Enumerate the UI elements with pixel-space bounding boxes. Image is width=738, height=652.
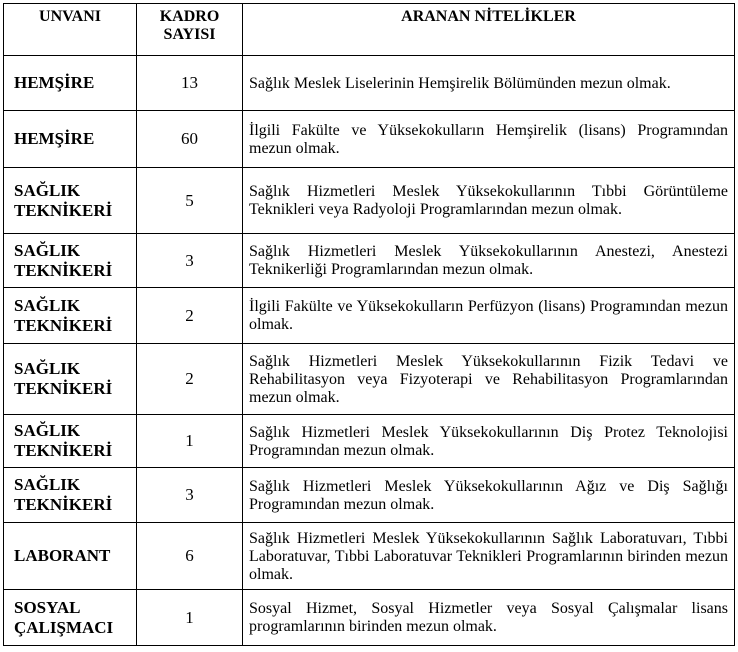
row-requirement: Sağlık Hizmetleri Meslek Yüksekokullarının Sağlık Laboratuvarı, Tıbbi Laboratuvar, Tıbbi Laboratuvar Teknikleri Programlarının birinden mezun olmak. xyxy=(243,523,735,590)
header-requirements: ARANAN NİTELİKLER xyxy=(243,4,735,56)
table-row xyxy=(4,468,735,523)
row-count: 1 xyxy=(137,590,243,646)
header-count xyxy=(137,4,243,56)
row-count: 2 xyxy=(137,344,243,415)
table-row xyxy=(4,288,735,344)
row-count: 2 xyxy=(137,288,243,344)
row-title: SAĞLIK TEKNİKERİ xyxy=(4,344,137,415)
row-title: SAĞLIK TEKNİKERİ xyxy=(4,288,137,344)
row-requirement: Sağlık Hizmetleri Meslek Yüksekokullarının Diş Protez Teknolojisi Programından mezun olmak. xyxy=(243,415,735,468)
header-count-line1: KADRO xyxy=(159,8,220,25)
row-count: 5 xyxy=(137,168,243,234)
row-requirement: Sağlık Hizmetleri Meslek Yüksekokullarının Ağız ve Diş Sağlığı Programından mezun olmak. xyxy=(243,468,735,523)
header-row xyxy=(4,4,735,56)
row-count: 3 xyxy=(137,234,243,288)
row-count: 13 xyxy=(137,56,243,111)
table-row xyxy=(4,590,735,646)
row-requirement: Sosyal Hizmet, Sosyal Hizmetler veya Sosyal Çalışmalar lisans programlarının birinden mezun olmak. xyxy=(243,590,735,646)
row-requirement: İlgili Fakülte ve Yüksekokulların Hemşirelik (lisans) Programından mezun olmak. xyxy=(243,111,735,168)
row-title: SOSYAL ÇALIŞMACI xyxy=(4,590,137,646)
table-row xyxy=(4,415,735,468)
table-row xyxy=(4,344,735,415)
row-title: SAĞLIK TEKNİKERİ xyxy=(4,468,137,523)
row-count: 3 xyxy=(137,468,243,523)
table-row xyxy=(4,56,735,111)
row-title: SAĞLIK TEKNİKERİ xyxy=(4,415,137,468)
table-row xyxy=(4,168,735,234)
row-requirement: Sağlık Hizmetleri Meslek Yüksekokullarının Anestezi, Anestezi Teknikerliği Programlarından mezun olmak. xyxy=(243,234,735,288)
row-count: 60 xyxy=(137,111,243,168)
row-count: 1 xyxy=(137,415,243,468)
header-count-line2: SAYISI xyxy=(163,26,216,43)
table-row xyxy=(4,523,735,590)
row-requirement: İlgili Fakülte ve Yüksekokulların Perfüzyon (lisans) Programından mezun olmak. xyxy=(243,288,735,344)
table-row xyxy=(4,234,735,288)
row-requirement: Sağlık Hizmetleri Meslek Yüksekokullarının Tıbbi Görüntüleme Teknikleri veya Radyoloji Programlarından mezun olmak. xyxy=(243,168,735,234)
row-count: 6 xyxy=(137,523,243,590)
row-title: SAĞLIK TEKNİKERİ xyxy=(4,168,137,234)
staffing-table xyxy=(3,3,735,646)
row-title: HEMŞİRE xyxy=(4,56,137,111)
row-requirement: Sağlık Meslek Liselerinin Hemşirelik Bölümünden mezun olmak. xyxy=(243,56,735,111)
table-row xyxy=(4,111,735,168)
row-title: LABORANT xyxy=(4,523,137,590)
header-title: UNVANI xyxy=(4,4,137,56)
row-title: HEMŞİRE xyxy=(4,111,137,168)
row-title: SAĞLIK TEKNİKERİ xyxy=(4,234,137,288)
row-requirement: Sağlık Hizmetleri Meslek Yüksekokullarının Fizik Tedavi ve Rehabilitasyon veya Fizyoterapi ve Rehabilitasyon Programlarından mezun olmak. xyxy=(243,344,735,415)
